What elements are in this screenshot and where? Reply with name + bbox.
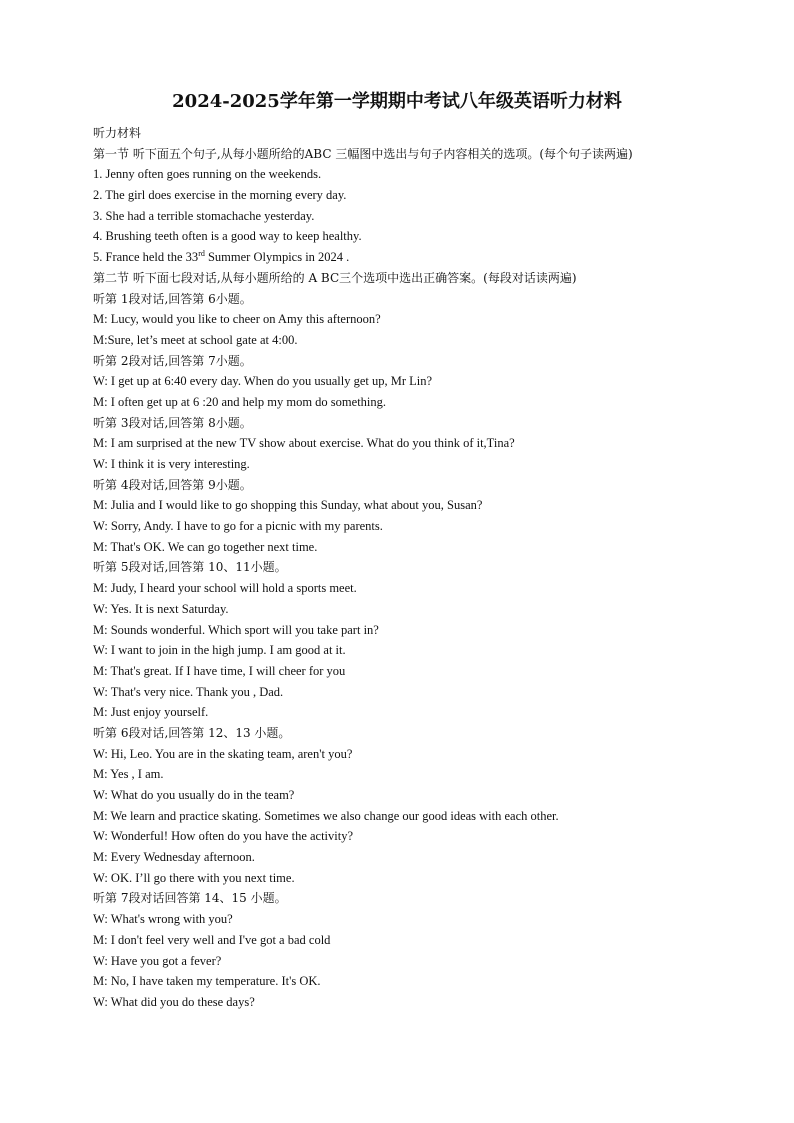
section1-item-2: 2. The girl does exercise in the morning every day. <box>93 188 347 203</box>
dialogue-line: W: I get up at 6:40 every day. When do you usually get up, Mr Lin? <box>93 374 433 389</box>
dialogue-line: M: I am surprised at the new TV show about exercise. What do you think of it,Tina? <box>93 436 515 451</box>
dialogue-line: W: I want to join in the high jump. I am good at it. <box>93 643 346 658</box>
dialogue-line: M: Every Wednesday afternoon. <box>93 850 255 865</box>
dialogue-line: W: What do you usually do in the team? <box>93 788 295 803</box>
dialogue-line: M: We learn and practice skating. Sometimes we also change our good ideas with each other. <box>93 808 559 823</box>
dialogue-line: M: Yes , I am. <box>93 767 164 782</box>
dialogue-line: M: Just enjoy yourself. <box>93 705 209 720</box>
item5-text-before: 5. France held the 33 <box>93 250 199 265</box>
section-heading: 听力材料 <box>93 126 142 140</box>
dialogue-line: M: I often get up at 6 :20 and help my mom do something. <box>93 394 387 409</box>
dialogue-line: W: Hi, Leo. You are in the skating team, aren't you? <box>93 746 353 761</box>
dialogue-line: W: What's wrong with you? <box>93 912 233 927</box>
dialogue-line: M: That's great. If I have time, I will cheer for you <box>93 663 346 678</box>
dialogue-line: M: Sounds wonderful. Which sport will you take part in? <box>93 622 379 637</box>
document-title: 2024-2025学年第一学期期中考试八年级英语听力材料 <box>172 91 622 112</box>
dialogue-line: W: Yes. It is next Saturday. <box>93 601 229 616</box>
section2-instruction: 第二节 听下面七段对话,从每小题所给的 A BC三个选项中选出正确答案。(每段对话读两遍) <box>93 270 577 285</box>
dialogue-heading: 听第 7段对话回答第 14、15 小题。 <box>93 891 287 906</box>
dialogue-line: W: That's very nice. Thank you , Dad. <box>93 684 284 699</box>
dialogue-heading: 听第 4段对话,回答第 9小题。 <box>93 477 252 492</box>
dialogue-line: M: I don't feel very well and I've got a bad cold <box>93 932 331 947</box>
dialogue-lines <box>93 289 713 1013</box>
item5-superscript: rd <box>198 248 205 258</box>
document-body <box>93 123 713 1013</box>
dialogue-line: W: Have you got a fever? <box>93 953 222 968</box>
dialogue-line: W: Sorry, Andy. I have to go for a picnic with my parents. <box>93 519 383 534</box>
section1-item-1: 1. Jenny often goes running on the weekends. <box>93 167 322 182</box>
dialogue-heading: 听第 6段对话,回答第 12、13 小题。 <box>93 725 291 740</box>
dialogue-line: W: OK. I’ll go there with you next time. <box>93 870 295 885</box>
dialogue-heading: 听第 1段对话,回答第 6小题。 <box>93 291 252 306</box>
dialogue-heading: 听第 2段对话,回答第 7小题。 <box>93 353 252 368</box>
item5-text-after: Summer Olympics in 2024 . <box>204 250 350 265</box>
section1-item-5 <box>93 247 713 268</box>
dialogue-line: M: Judy, I heard your school will hold a sports meet. <box>93 581 357 596</box>
dialogue-line: M: Julia and I would like to go shopping this Sunday, what about you, Susan? <box>93 498 483 513</box>
dialogue-line: M: That's OK. We can go together next time. <box>93 539 318 554</box>
dialogue-line: W: Wonderful! How often do you have the activity? <box>93 829 354 844</box>
dialogue-line: M:Sure, let’s meet at school gate at 4:00. <box>93 332 298 347</box>
dialogue-heading: 听第 3段对话,回答第 8小题。 <box>93 415 252 430</box>
dialogue-line: W: What did you do these days? <box>93 994 255 1009</box>
dialogue-line: M: No, I have taken my temperature. It's OK. <box>93 974 321 989</box>
dialogue-line: M: Lucy, would you like to cheer on Amy this afternoon? <box>93 312 381 327</box>
section1-instruction: 第一节 听下面五个句子,从每小题所给的ABC 三幅图中选出与句子内容相关的选项。(每个句子读两遍) <box>93 146 633 161</box>
section1-item-4: 4. Brushing teeth often is a good way to keep healthy. <box>93 229 362 244</box>
section1-item-3: 3. She had a terrible stomachache yesterday. <box>93 208 315 223</box>
dialogue-heading: 听第 5段对话,回答第 10、11小题。 <box>93 560 287 575</box>
dialogue-line: W: I think it is very interesting. <box>93 457 250 472</box>
